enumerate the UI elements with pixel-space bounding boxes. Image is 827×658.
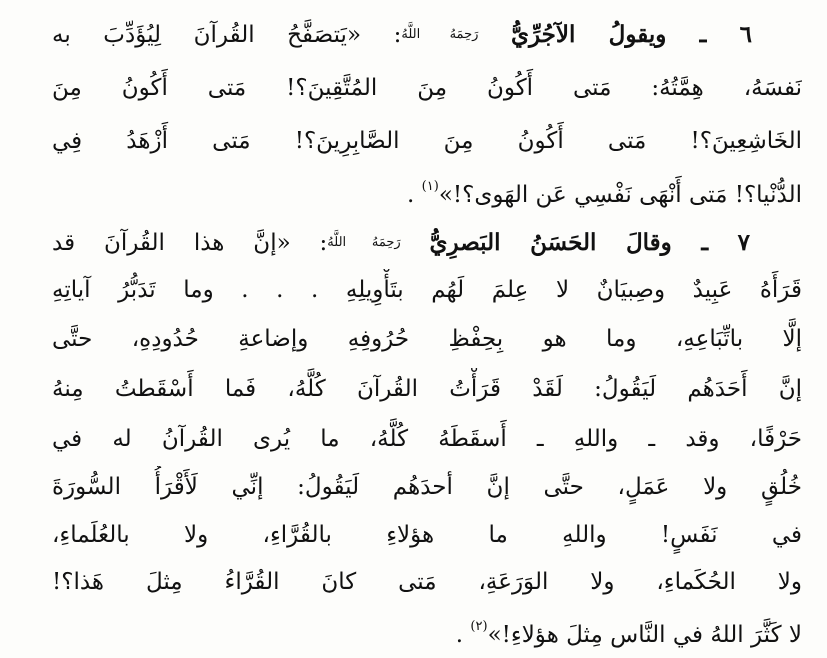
- paragraph-6-line-1: [52, 14, 802, 56]
- paragraph-7-end: .: [455, 622, 464, 648]
- paragraph-7-line-2: [52, 269, 802, 311]
- paragraph-7-line-7: [52, 514, 802, 556]
- paragraph-7-line-8: [52, 561, 802, 603]
- paragraph-7-lead: ٧ ـ وقالَ الحَسَنُ البَصرِيُّ: [429, 229, 751, 256]
- paragraph-7-text-line-8: ولا الحُكَماءِ، ولا الوَرَعَةِ، مَتى كانَ القُرَّاءُ مِثلَ هَذا؟!: [52, 569, 802, 595]
- paragraph-7-line-5: [52, 418, 802, 460]
- paragraph-7-line-6: [52, 466, 802, 508]
- paragraph-6-text-line-4: الدُّنْيا؟! مَتى أَنْهَى نَفْسِي عَنِ الهَوى؟!»: [438, 182, 802, 208]
- paragraph-6-lead: ٦ ـ ويقولُ الآجُرِّيُّ: [510, 21, 753, 48]
- paragraph-6-line-2: [52, 67, 802, 109]
- paragraph-7-line-9: [52, 606, 802, 648]
- paragraph-7-text-line-9: لا كَثَّرَ اللهُ في النَّاسِ مِثلَ هؤلاءِ!»: [487, 622, 802, 648]
- footnote-marker-1[interactable]: (١): [421, 179, 439, 194]
- paragraph-6-line-4: [52, 166, 802, 208]
- paragraph-7-text-line-2: قَرَأَهُ عَبِيدٌ وصِبيَانٌ لا عِلمَ لَهُم بتَأْوِيلِهِ . . . وما تَدَبُّرُ آياتِهِ: [52, 277, 802, 303]
- paragraph-6-line-3: [52, 120, 802, 162]
- paragraph-7-honorific: رَحِمَهُ اللَّهُ: [327, 235, 401, 250]
- paragraph-6-end: .: [407, 182, 415, 208]
- paragraph-7-text-line-4: إنَّ أَحَدَهُم لَيَقُولُ: لَقَدْ قَرَأْتُ القُرآنَ كُلَّهُ، فَما أَسْقَطتُ مِنهُ: [52, 376, 802, 402]
- paragraph-6-text-line-1: : «يَتصَفَّحُ القُرآنَ لِيُؤَدِّبَ به: [52, 22, 402, 48]
- paragraph-6-text-line-2: نَفسَهُ، هِمَّتُهُ: مَتى أَكُونُ مِنَ المُتَّقِينَ؟! مَتى أَكُونُ مِنَ: [52, 75, 802, 101]
- paragraph-7-line-4: [52, 368, 802, 410]
- paragraph-7-text-line-7: في نَفَسٍ! واللهِ ما هؤلاءِ بالقُرَّاءِ، ولا بالعُلَماءِ،: [52, 522, 802, 548]
- paragraph-7-text-line-1: : «إنَّ هذا القُرآنَ قد: [52, 230, 328, 256]
- paragraph-7-text-line-5: حَرْفًا، وقد ـ واللهِ ـ أَسقَطَهُ كُلَّهُ، ما يُرى القُرآنُ له في: [52, 426, 802, 452]
- paragraph-7-line-3: [52, 318, 802, 360]
- paragraph-7-line-1: [52, 222, 802, 264]
- paragraph-7-text-line-6: خُلُقٍ ولا عَمَلٍ، حتَّى إنَّ أحدَهُم لَيَقُولُ: إنِّي لَأَقْرَأُ السُّورَةَ: [52, 474, 802, 500]
- footnote-marker-2[interactable]: (٢): [470, 619, 488, 634]
- paragraph-6-text-line-3: الخَاشِعِينَ؟! مَتى أَكُونُ مِنَ الصَّابِرِينَ؟! مَتى أَزْهَدُ فِي: [52, 128, 802, 154]
- paragraph-7-text-line-3: إلَّا باتِّبَاعِهِ، وما هو بِحِفْظِ حُرُوفِهِ وإضاعةِ حُدُودِهِ، حتَّى: [52, 326, 802, 352]
- paragraph-6-honorific: رَحِمَهُ اللَّهُ: [401, 27, 479, 42]
